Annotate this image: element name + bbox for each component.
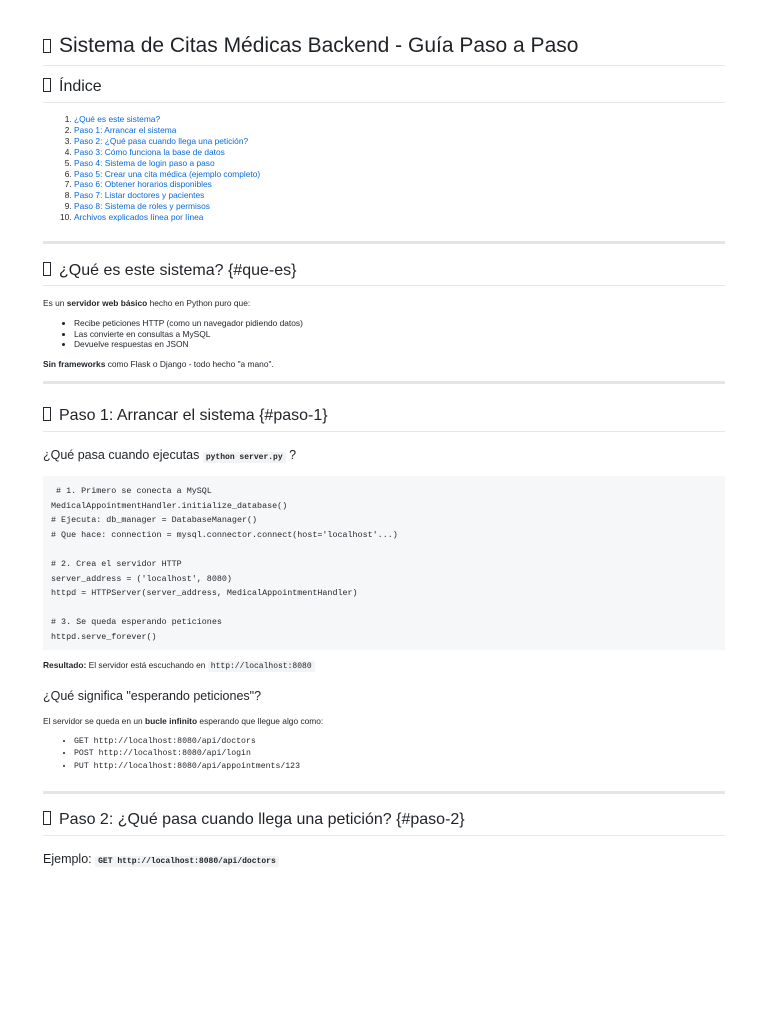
toc-link-paso-3[interactable]: Paso 3: Cómo funciona la base de datos (74, 146, 225, 157)
paso-1-subheading: ¿Qué pasa cuando ejecutas python server.py ? (43, 448, 297, 462)
toc-item (74, 158, 260, 169)
section-separator (43, 241, 725, 244)
emoji-placeholder-icon (43, 39, 51, 53)
que-es-heading: ¿Qué es este sistema? {#que-es} (43, 262, 725, 280)
paso-1-heading: Paso 1: Arrancar el sistema {#paso-1} (43, 407, 725, 425)
emoji-placeholder-icon (43, 407, 51, 421)
list-item: • Recibe peticiones HTTP (como un navegador pidiendo datos) (74, 318, 303, 329)
list-item: • Devuelve respuestas en JSON (74, 339, 303, 350)
emoji-placeholder-icon (43, 78, 51, 92)
list-item: • GET http://localhost:8080/api/doctors (74, 736, 300, 748)
toc-link-paso-5[interactable]: Paso 5: Crear una cita médica (ejemplo completo) (74, 168, 261, 179)
toc-item (74, 179, 260, 190)
que-es-list (43, 318, 303, 350)
result-line: Resultado: El servidor está escuchando en http://localhost:8080 (43, 660, 315, 672)
toc-item (74, 147, 260, 158)
emoji-placeholder-icon (43, 811, 51, 825)
waiting-subheading: ¿Qué significa "esperando peticiones"? (43, 689, 262, 703)
toc-item (74, 212, 260, 223)
index-heading: Índice (43, 78, 725, 96)
table-of-contents (43, 114, 260, 223)
toc-item (74, 169, 260, 180)
que-es-divider (43, 285, 725, 286)
list-item: • Las convierte en consultas a MySQL (74, 329, 303, 340)
paso-2-heading: Paso 2: ¿Qué pasa cuando llega una petición? {#paso-2} (43, 811, 725, 829)
toc-link-paso-7[interactable]: Paso 7: Listar doctores y pacientes (74, 190, 205, 201)
paso-1-divider (43, 431, 725, 432)
section-separator (43, 791, 725, 794)
example-heading: Ejemplo: GET http://localhost:8080/api/doctors (43, 852, 279, 866)
request-examples-list (43, 736, 300, 773)
toc-item (74, 201, 260, 212)
emoji-placeholder-icon (43, 262, 51, 276)
list-item: • PUT http://localhost:8080/api/appointments/123 (74, 761, 300, 773)
toc-link-paso-8[interactable]: Paso 8: Sistema de roles y permisos (74, 201, 210, 212)
paso-2-divider (43, 835, 725, 836)
toc-link-que-es[interactable]: ¿Qué es este sistema? (74, 114, 161, 124)
toc-item (74, 125, 260, 136)
toc-link-archivos[interactable]: Archivos explicados línea por línea (74, 212, 204, 223)
toc-link-paso-6[interactable]: Paso 6: Obtener horarios disponibles (74, 179, 212, 190)
que-es-intro: Es un servidor web básico hecho en Python puro que: (43, 298, 251, 308)
index-divider (43, 102, 725, 103)
no-frameworks-note: Sin frameworks como Flask o Django - todo hecho "a mano". (43, 359, 274, 369)
toc-item (74, 190, 260, 201)
toc-link-paso-4[interactable]: Paso 4: Sistema de login paso a paso (74, 157, 215, 168)
title-divider (43, 65, 725, 66)
toc-item (74, 136, 260, 147)
toc-link-paso-2[interactable]: Paso 2: ¿Qué pasa cuando llega una petición? (74, 135, 249, 146)
startup-code-block: # 1. Primero se conecta a MySQL MedicalAppointmentHandler.initialize_database() # Ejecuta: db_manager = DatabaseManager() # Que hace: connection = mysql.connector.connect(host='localhost'...) # 2. Crea el servidor HTTP server_address = ('localhost', 8080) httpd = HTTPServer(server_address, MedicalAppointmentHandler) # 3. Se queda esperando peticiones httpd.serve_forever() (43, 476, 725, 650)
toc-link-paso-1[interactable]: Paso 1: Arrancar el sistema (74, 124, 177, 135)
list-item: • POST http://localhost:8080/api/login (74, 748, 300, 760)
loop-description: El servidor se queda en un bucle infinito esperando que llegue algo como: (43, 716, 324, 726)
section-separator (43, 381, 725, 384)
toc-item (74, 114, 260, 125)
page-title: Sistema de Citas Médicas Backend - Guía Paso a Paso (43, 34, 725, 58)
